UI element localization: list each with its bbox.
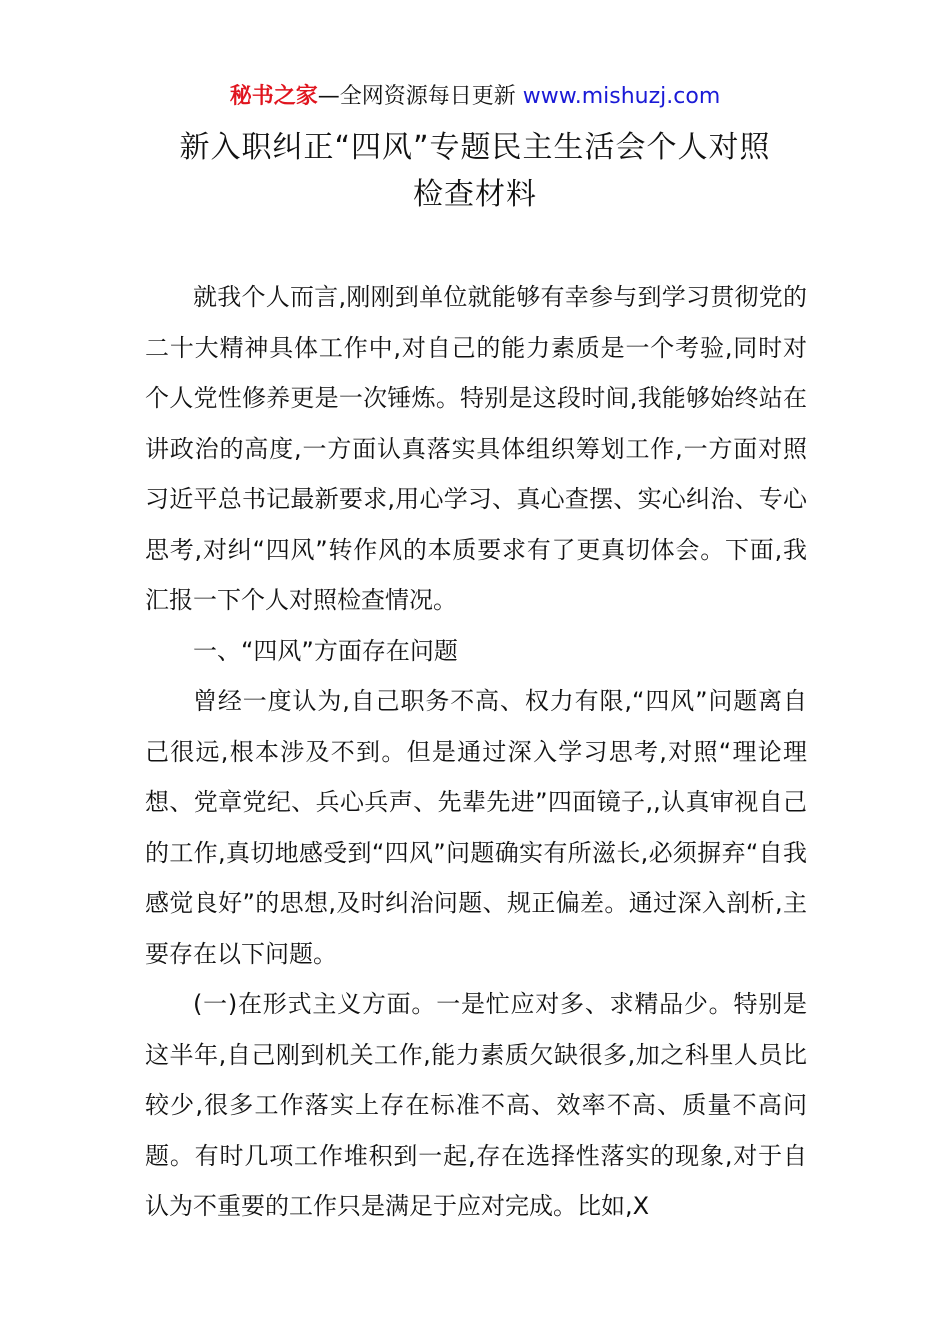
title-line-2: 检查材料 (413, 177, 537, 212)
document-title (0, 124, 950, 218)
section-heading-1: 一、“四风”方面存在问题 (193, 636, 458, 665)
paragraph-formalism: (一)在形式主义方面。一是忙应对多、求精品少。特别是这半年,自己刚到机关工作,能力素质欠缺很多,加之科里人员比较少,很多工作落实上存在标准不高、效率不高、质量不高问题。有时几项工作堆积到一起,存在选择性落实的现象,对于自认为不重要的工作只是满足于应对完成。比如,X (145, 990, 807, 1220)
paragraph-intro: 就我个人而言,刚刚到单位就能够有幸参与到学习贯彻党的二十大精神具体工作中,对自己的能力素质是一个考验,同时对个人党性修养更是一次锤炼。特别是这段时间,我能够始终站在讲政治的高度,一方面认真落实具体组织筹划工作,一方面对照习近平总书记最新要求,用心学习、真心查摆、实心纠治、专心思考,对纠“四风”转作风的本质要求有了更真切体会。下面,我汇报一下个人对照检查情况。 (145, 283, 807, 614)
site-url[interactable]: www.mishuzj.com (522, 84, 721, 109)
paragraph-problems: 曾经一度认为,自己职务不高、权力有限,“四风”问题离自己很远,根本涉及不到。但是通过深入学习思考,对照“理论理想、党章党纪、兵心兵声、先辈先进”四面镜子,,认真审视自己的工作,真切地感受到“四风”问题确实有所滋长,必须摒弃“自我感觉良好”的思想,及时纠治问题、规正偏差。通过深入剖析,主要存在以下问题。 (145, 687, 807, 968)
document-body (145, 272, 807, 1232)
site-brand: 秘书之家 (229, 84, 318, 109)
site-header (0, 80, 950, 114)
title-line-1: 新入职纠正“四风”专题民主生活会个人对照 (179, 130, 771, 165)
site-tagline: —全网资源每日更新 (317, 84, 523, 109)
